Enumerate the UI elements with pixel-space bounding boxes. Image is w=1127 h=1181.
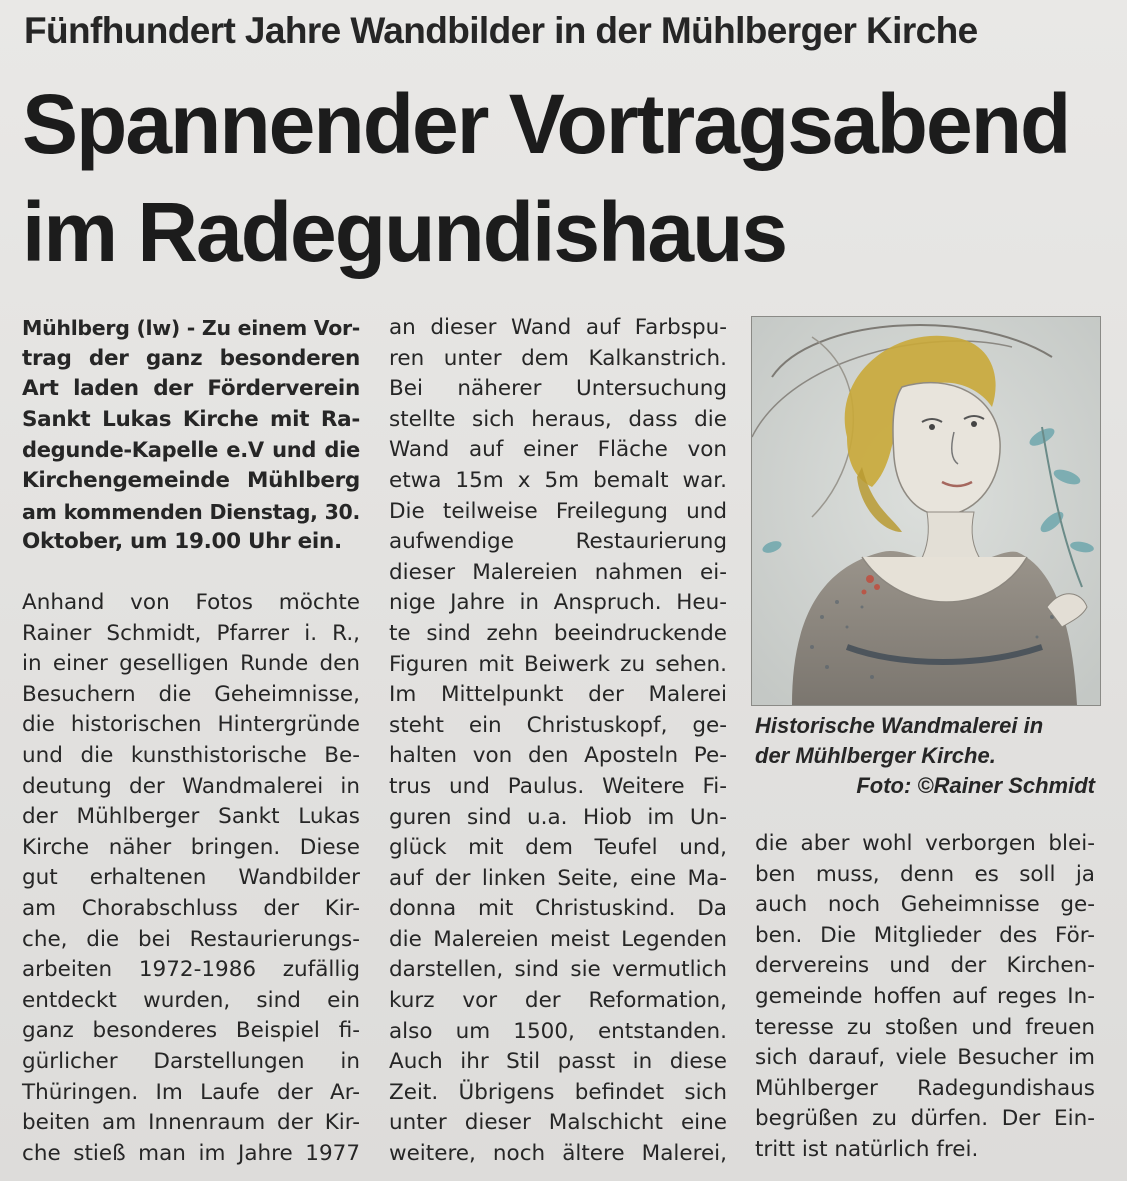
text-line: tritt ist natürlich frei. bbox=[755, 1136, 979, 1162]
text-line: auch noch Geheimnisse ge- bbox=[755, 892, 1095, 918]
main-headline bbox=[22, 70, 1112, 286]
text-line: Art laden der Förderverein bbox=[22, 376, 360, 402]
text-line: Anhand von Fotos möchte bbox=[22, 590, 360, 615]
text-line: Rainer Schmidt, Pfarrer i. R., bbox=[22, 620, 360, 646]
text-line: am Chorabschluss der Kir- bbox=[22, 895, 360, 921]
text-line: die historischen Hintergründe bbox=[22, 712, 360, 738]
text-line: arbeiten 1972-1986 zufällig bbox=[22, 957, 360, 983]
text-line: begrüßen zu dürfen. Der Ein- bbox=[755, 1106, 1095, 1132]
text-line: gürlicher Darstellungen in bbox=[22, 1048, 360, 1074]
text-line: trus und Paulus. Weitere Fi- bbox=[389, 773, 727, 799]
text-line: und die kunsthistorische Be- bbox=[22, 742, 360, 768]
text-line: Auch ihr Stil passt in diese bbox=[389, 1049, 727, 1075]
kicker-headline: Fünfhundert Jahre Wandbilder in der Mühlberger Kirche bbox=[24, 10, 978, 51]
caption-line-2: der Mühlberger Kirche. bbox=[755, 743, 996, 768]
text-line: Bei näherer Untersuchung bbox=[389, 376, 727, 402]
text-line: unter dieser Malschicht eine bbox=[389, 1110, 727, 1136]
text-line: deutung der Wandmalerei in bbox=[22, 773, 360, 799]
text-line: teresse zu stoßen und freuen bbox=[755, 1014, 1095, 1040]
text-line: beiten am Innenraum der Kir- bbox=[22, 1110, 360, 1136]
text-line: trag der ganz besonderen bbox=[22, 345, 360, 371]
body-column-2 bbox=[389, 313, 727, 1170]
text-line: ren unter dem Kalkanstrich. bbox=[389, 345, 727, 371]
headline-line-1: Spannender Vortragsabend bbox=[22, 77, 1070, 171]
body-column-1 bbox=[22, 588, 360, 1169]
text-line: Mühlberger Radegundishaus bbox=[755, 1075, 1095, 1101]
text-line: te sind zehn beeindruckende bbox=[389, 620, 727, 646]
text-line: donna mit Christuskind. Da bbox=[389, 896, 727, 922]
text-line: Im Mittelpunkt der Malerei bbox=[389, 682, 727, 708]
body-column-3 bbox=[755, 829, 1095, 1166]
text-line: Kirche näher bringen. Diese bbox=[22, 834, 360, 860]
text-line: weitere, noch ältere Malerei, bbox=[389, 1141, 727, 1167]
text-line: Wand auf einer Fläche von bbox=[389, 437, 727, 463]
text-line: Zeit. Übrigens befindet sich bbox=[389, 1079, 727, 1105]
photo-caption bbox=[755, 711, 1095, 801]
text-line: aufwendige Restaurierung bbox=[389, 529, 727, 555]
text-line: degunde-Kapelle e.V und die bbox=[22, 438, 360, 463]
lead-paragraph bbox=[22, 313, 360, 558]
text-line: che, die bei Restaurierungs- bbox=[22, 926, 360, 952]
text-line: der Mühlberger Sankt Lukas bbox=[22, 804, 360, 830]
text-line: ben. Die Mitglieder des För- bbox=[755, 922, 1095, 948]
text-line: Besuchern die Geheimnisse, bbox=[22, 681, 360, 707]
text-line: ganz besonderes Beispiel fi- bbox=[22, 1018, 360, 1044]
text-line: ben muss, denn es soll ja bbox=[755, 861, 1095, 887]
text-line: Sankt Lukas Kirche mit Ra- bbox=[22, 406, 360, 432]
text-line: am kommenden Dienstag, 30. bbox=[22, 499, 360, 524]
text-line: dieser Malereien nahmen ei- bbox=[389, 559, 727, 585]
headline-line-2: im Radegundishaus bbox=[22, 185, 787, 279]
text-line: kurz vor der Reformation, bbox=[389, 988, 727, 1014]
text-line: entdeckt wurden, sind ein bbox=[22, 987, 360, 1013]
text-line: in einer geselligen Runde den bbox=[22, 651, 360, 677]
text-line: nige Jahre in Anspruch. Heu- bbox=[389, 590, 727, 616]
text-line: Kirchengemeinde Mühlberg bbox=[22, 467, 360, 493]
text-line: Figuren mit Beiwerk zu sehen. bbox=[389, 651, 727, 677]
text-line: an dieser Wand auf Farbspu- bbox=[389, 315, 727, 340]
wall-painting-photo bbox=[751, 316, 1101, 706]
text-line: halten von den Aposteln Pe- bbox=[389, 743, 727, 769]
text-line: che stieß man im Jahre 1977 bbox=[22, 1140, 360, 1166]
text-line: darstellen, sind sie vermutlich bbox=[389, 957, 727, 983]
text-line: sich darauf, viele Besucher im bbox=[755, 1045, 1095, 1071]
text-line: die Malereien meist Legenden bbox=[389, 926, 727, 952]
text-line: dervereins und der Kirchen- bbox=[755, 953, 1095, 979]
text-line: stellte sich heraus, dass die bbox=[389, 406, 727, 432]
text-line: Die teilweise Freilegung und bbox=[389, 498, 727, 524]
text-line: gemeinde hoffen auf reges In- bbox=[755, 983, 1095, 1009]
text-line: gut erhaltenen Wandbilder bbox=[22, 865, 360, 891]
caption-line-1: Historische Wandmalerei in bbox=[755, 713, 1044, 738]
text-line: steht ein Christuskopf, ge- bbox=[389, 712, 727, 738]
photo-credit: Foto: ©Rainer Schmidt bbox=[856, 773, 1095, 798]
text-line: glück mit dem Teufel und, bbox=[389, 835, 727, 861]
text-line: Oktober, um 19.00 Uhr ein. bbox=[22, 529, 342, 555]
text-line: also um 1500, entstanden. bbox=[389, 1018, 727, 1044]
text-line: die aber wohl verborgen blei- bbox=[755, 831, 1095, 856]
text-line: Thüringen. Im Laufe der Ar- bbox=[22, 1079, 360, 1105]
text-line: Mühlberg (lw) - Zu einem Vor- bbox=[22, 316, 360, 340]
text-line: auf der linken Seite, eine Ma- bbox=[389, 865, 727, 891]
text-line: etwa 15m x 5m bemalt war. bbox=[389, 467, 727, 493]
text-line: guren sind u.a. Hiob im Un- bbox=[389, 804, 727, 830]
